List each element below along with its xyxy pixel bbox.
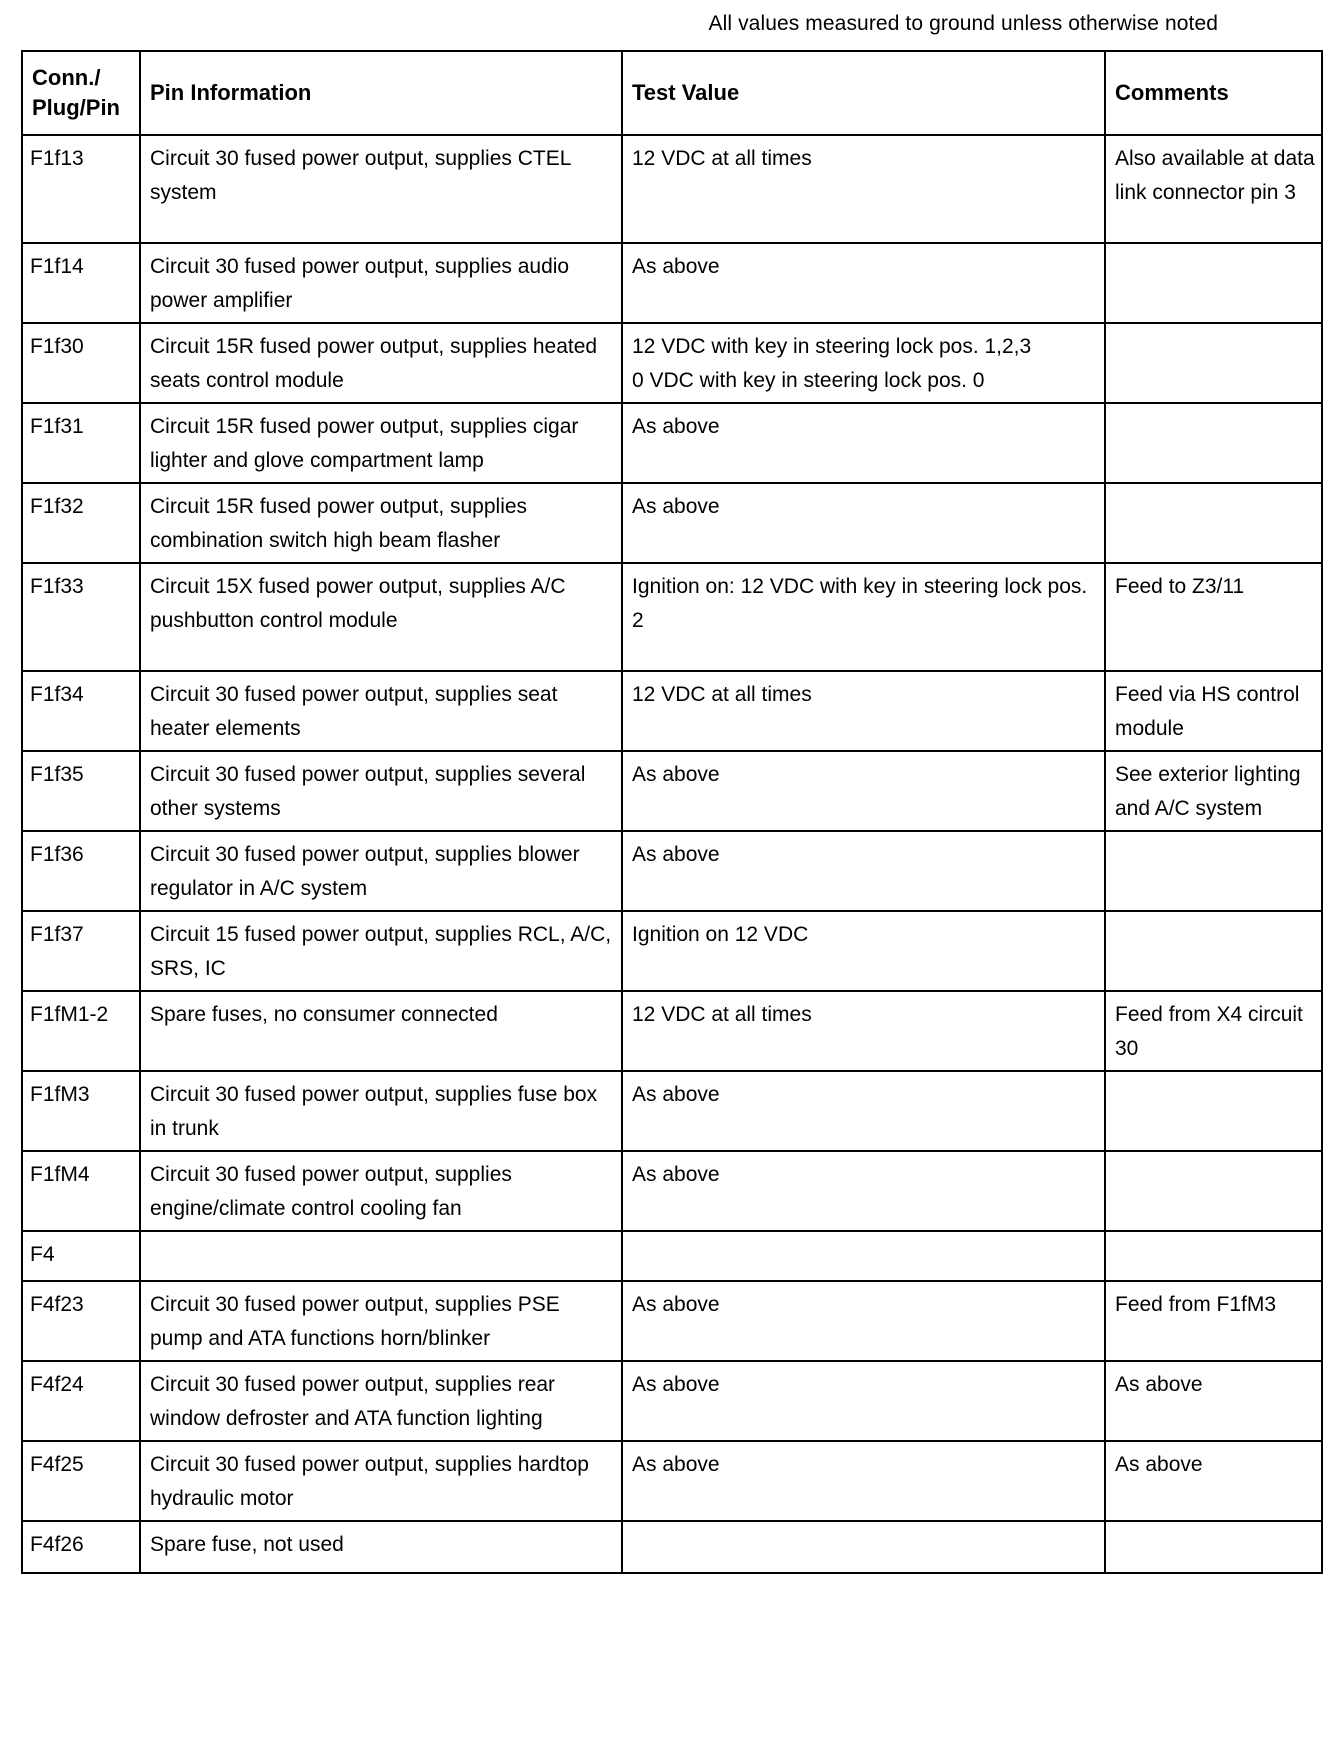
test-value-cell [622, 1231, 1105, 1281]
test-value-cell: 12 VDC at all times [622, 135, 1105, 243]
pin-cell: F4f25 [22, 1441, 140, 1521]
table-row [22, 911, 1322, 991]
test-value-cell: As above [622, 751, 1105, 831]
header-pin-information: Pin Information [140, 51, 622, 135]
table-row [22, 1441, 1322, 1521]
comment-cell: Feed from F1fM3 [1105, 1281, 1322, 1361]
pin-info-cell: Spare fuse, not used [140, 1521, 622, 1573]
comment-cell: As above [1105, 1361, 1322, 1441]
pin-cell: F1f34 [22, 671, 140, 751]
table-row [22, 323, 1322, 403]
comment-cell [1105, 323, 1322, 403]
comment-cell: Feed via HS control module [1105, 671, 1322, 751]
test-value-cell: As above [622, 1151, 1105, 1231]
pin-cell: F1f30 [22, 323, 140, 403]
table-row [22, 1281, 1322, 1361]
table-row [22, 671, 1322, 751]
pin-info-cell: Circuit 15R fused power output, supplies combination switch high beam flasher [140, 483, 622, 563]
test-value-cell: As above [622, 243, 1105, 323]
comment-cell [1105, 1231, 1322, 1281]
table-row [22, 831, 1322, 911]
pin-cell: F4f24 [22, 1361, 140, 1441]
table-row [22, 563, 1322, 671]
pin-cell: F1f31 [22, 403, 140, 483]
table-row [22, 1071, 1322, 1151]
comment-cell: As above [1105, 1441, 1322, 1521]
pin-info-cell: Circuit 30 fused power output, supplies audio power amplifier [140, 243, 622, 323]
pin-info-cell: Circuit 30 fused power output, supplies seat heater elements [140, 671, 622, 751]
header-row [22, 51, 1322, 135]
header-test-value: Test Value [622, 51, 1105, 135]
pin-info-cell: Circuit 30 fused power output, supplies rear window defroster and ATA function lighting [140, 1361, 622, 1441]
pin-cell: F1fM1-2 [22, 991, 140, 1071]
pin-cell: F1f32 [22, 483, 140, 563]
table-row [22, 483, 1322, 563]
comment-cell [1105, 403, 1322, 483]
table-row [22, 135, 1322, 243]
table-row [22, 403, 1322, 483]
test-value-line: 0 VDC with key in steering lock pos. 0 [632, 369, 985, 392]
pin-cell: F1fM4 [22, 1151, 140, 1231]
pin-info-cell: Circuit 30 fused power output, supplies fuse box in trunk [140, 1071, 622, 1151]
pin-table [21, 50, 1323, 1574]
test-value-line: 12 VDC with key in steering lock pos. 1,2,3 [632, 335, 1032, 358]
table-row [22, 1521, 1322, 1573]
pin-info-cell: Circuit 30 fused power output, supplies CTEL system [140, 135, 622, 243]
comment-cell [1105, 1151, 1322, 1231]
comment-cell [1105, 831, 1322, 911]
test-value-cell: Ignition on 12 VDC [622, 911, 1105, 991]
pin-info-cell: Circuit 15R fused power output, supplies heated seats control module [140, 323, 622, 403]
comment-cell [1105, 911, 1322, 991]
header-conn-plug-pin: Conn./ Plug/Pin [22, 51, 140, 135]
comment-cell: Also available at data link connector pin 3 [1105, 135, 1322, 243]
test-value-cell: As above [622, 1441, 1105, 1521]
test-value-cell: As above [622, 831, 1105, 911]
comment-cell [1105, 243, 1322, 323]
pin-info-cell: Circuit 15 fused power output, supplies RCL, A/C, SRS, IC [140, 911, 622, 991]
test-value-cell: 12 VDC at all times [622, 991, 1105, 1071]
pin-info-cell: Circuit 30 fused power output, supplies several other systems [140, 751, 622, 831]
pin-cell: F4 [22, 1231, 140, 1281]
test-value-cell: 12 VDC at all times [622, 671, 1105, 751]
comment-cell [1105, 1521, 1322, 1573]
pin-cell: F4f23 [22, 1281, 140, 1361]
pin-cell: F1f14 [22, 243, 140, 323]
comment-cell: See exterior lighting and A/C system [1105, 751, 1322, 831]
test-value-cell: As above [622, 1361, 1105, 1441]
test-value-cell: Ignition on: 12 VDC with key in steering lock pos. 2 [622, 563, 1105, 671]
table-row [22, 1151, 1322, 1231]
pin-info-cell: Spare fuses, no consumer connected [140, 991, 622, 1071]
table-row [22, 1361, 1322, 1441]
comment-cell [1105, 483, 1322, 563]
test-value-cell [622, 1521, 1105, 1573]
comment-cell [1105, 1071, 1322, 1151]
pin-info-cell: Circuit 30 fused power output, supplies hardtop hydraulic motor [140, 1441, 622, 1521]
pin-info-cell: Circuit 30 fused power output, supplies engine/climate control cooling fan [140, 1151, 622, 1231]
pin-cell: F1f13 [22, 135, 140, 243]
pin-cell: F1f37 [22, 911, 140, 991]
pin-info-cell: Circuit 30 fused power output, supplies blower regulator in A/C system [140, 831, 622, 911]
test-value-cell: As above [622, 1071, 1105, 1151]
pin-cell: F1fM3 [22, 1071, 140, 1151]
pin-cell: F4f26 [22, 1521, 140, 1573]
test-value-cell: As above [622, 1281, 1105, 1361]
pin-info-cell: Circuit 30 fused power output, supplies PSE pump and ATA functions horn/blinker [140, 1281, 622, 1361]
pin-info-cell: Circuit 15R fused power output, supplies cigar lighter and glove compartment lamp [140, 403, 622, 483]
header-comments: Comments [1105, 51, 1322, 135]
table-row [22, 243, 1322, 323]
pin-cell: F1f36 [22, 831, 140, 911]
comment-cell: Feed to Z3/11 [1105, 563, 1322, 671]
table-row [22, 1231, 1322, 1281]
test-value-cell [622, 323, 1105, 403]
pin-cell: F1f33 [22, 563, 140, 671]
table-row [22, 991, 1322, 1071]
pin-info-cell [140, 1231, 622, 1281]
test-value-cell: As above [622, 483, 1105, 563]
table-row [22, 751, 1322, 831]
pin-info-cell: Circuit 15X fused power output, supplies A/C pushbutton control module [140, 563, 622, 671]
test-value-cell: As above [622, 403, 1105, 483]
pin-cell: F1f35 [22, 751, 140, 831]
measurement-note: All values measured to ground unless otherwise noted [708, 12, 1218, 35]
comment-cell: Feed from X4 circuit 30 [1105, 991, 1322, 1071]
